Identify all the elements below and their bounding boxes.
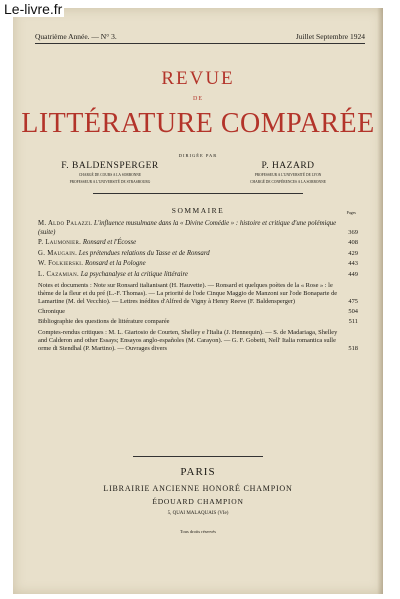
comptes-text: Comptes-rendus critiques : M. L. Giartosio de Courten, Shelley e l'Italia (J. Hennequin). — S. de Madariaga, Shelley and Calderon and other Essays; Ensayos anglo-españoles (M. Carayon). — G. F. Gobetti, Nell' Italia romantica sulle orme di Stendhal (P. Martino). — Ouvrages divers [38, 328, 338, 352]
toc-title: Ronsard et l'Écosse [82, 239, 137, 247]
pages-label: Pages [346, 210, 356, 215]
revue-heading: REVUE [161, 68, 235, 89]
issue-header [35, 32, 365, 41]
bibliographie-page: 511 [348, 318, 358, 326]
toc-page: 408 [348, 239, 358, 247]
editor-affiliation: CHARGÉ DE COURS A LA SORBONNE [78, 173, 142, 177]
issue-number: Quatrième Année. — N° 3. [35, 32, 117, 41]
header-rule [35, 43, 365, 44]
journal-cover [13, 8, 383, 594]
editor-name: P. HAZARD [261, 161, 315, 171]
de-word: DE [193, 96, 203, 102]
editor-affiliation: PROFESSEUR A L'UNIVERSITÉ DE STRASBOURG [69, 179, 151, 184]
editor-baldensperger [25, 161, 195, 184]
toc-author: P. Laumonier. [38, 239, 82, 247]
chronique-page: 504 [348, 308, 358, 316]
issue-date: Juillet Septembre 1924 [295, 32, 365, 41]
publisher-name: LIBRAIRIE ANCIENNE HONORÉ CHAMPION [103, 484, 293, 493]
toc-entry [38, 220, 358, 237]
journal-title: LITTÉRATURE COMPARÉE [21, 108, 375, 139]
sommaire-heading: SOMMAIRE [171, 206, 225, 215]
editors-rule [93, 193, 303, 194]
toc-entry [38, 250, 358, 259]
bibliographie-entry [38, 318, 358, 326]
toc-entry [38, 239, 358, 248]
toc-title: Les prétendues relations du Tasse et de Ronsard [78, 249, 210, 257]
toc-title: Ronsard et la Pologne [84, 260, 146, 268]
table-of-contents [38, 220, 358, 353]
footer-rule [133, 456, 263, 457]
notes-documents [38, 282, 358, 307]
bibliographie-text: Bibliographie des questions de littérature comparée [38, 318, 170, 326]
toc-entry [38, 271, 358, 280]
toc-page: 369 [348, 228, 358, 236]
toc-author: L. Cazamian. [38, 270, 79, 278]
editor-hazard [203, 161, 373, 184]
toc-title: L'influence musulmane dans la « Divine Comédie » : histoire et critique d'une polémique (suite) [38, 220, 337, 236]
publisher-editor: ÉDOUARD CHAMPION [152, 497, 244, 506]
watermark-text: Le-livre.fr [4, 1, 63, 17]
comptes-rendus [38, 329, 358, 354]
rights-reserved: Tous droits réservés [180, 529, 216, 534]
toc-page: 443 [348, 260, 358, 268]
notes-text: Notes et documents : Note sur Ronsard italianisant (H. Hauvette). — Ronsard et quelques poètes de la « Rose » : le thème de la fleur et du pré (L.-F. Thomas). — La priorité de l'ode Cinque Maggio de Manzoni sur l'ode Bonaparte de Lamartine (M. del Vecchio). — Lettres inédites d'Alfred de Vigny à Henry Reeve (F. Baldensperger) [38, 281, 338, 305]
toc-author: G. Maugain. [38, 249, 78, 257]
publisher-address: 5, QUAI MALAQUAIS (VIe) [167, 511, 229, 516]
toc-author: M. Aldo Palazzi. [38, 220, 93, 227]
toc-page: 449 [348, 270, 358, 278]
toc-title: La psychanalyse et la critique littéraire [80, 270, 188, 278]
editor-affiliation: PROFESSEUR A L'UNIVERSITÉ DE LYON [254, 173, 322, 177]
comptes-page: 518 [348, 344, 358, 352]
chronique-entry [38, 308, 358, 316]
chronique-text: Chronique [38, 308, 65, 316]
directed-by: DIRIGÉE PAR [178, 153, 218, 158]
toc-page: 429 [348, 249, 358, 257]
toc-entry [38, 260, 358, 269]
notes-page: 475 [348, 297, 358, 305]
editor-affiliation: CHARGÉ DE CONFÉRENCES A LA SORBONNE [250, 179, 326, 184]
toc-author: W. Folkierski. [38, 260, 84, 268]
publisher-city: PARIS [180, 466, 216, 478]
editor-name: F. BALDENSPERGER [61, 161, 159, 171]
